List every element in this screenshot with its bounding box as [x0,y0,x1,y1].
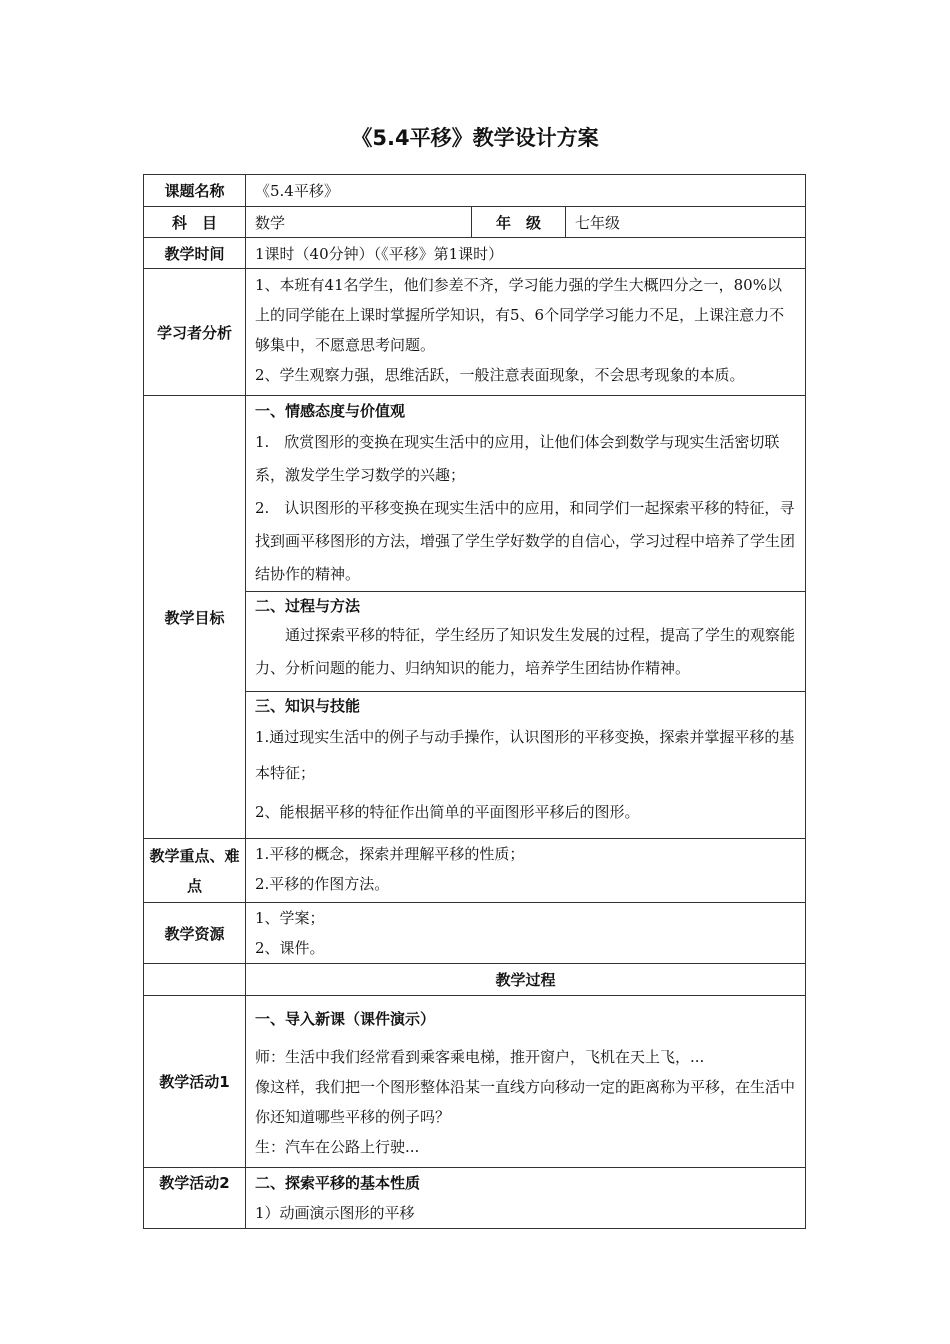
page-title: 《5.4平移》教学设计方案 [351,126,599,150]
row-activity-1 [144,996,806,1168]
goals-section-2 [246,592,806,692]
goals-section-1 [246,396,806,592]
activity-1-content [246,996,806,1168]
course-name-value: 《5.4平移》 [246,175,806,207]
learner-content [246,269,806,396]
learner-paragraph-2: 2、学生观察力强，思维活跃，一般注意表面现象，不会思考现象的本质。 [255,366,745,384]
activity-2-label: 教学活动2 [144,1168,246,1229]
goals-section-1-paragraph-1: 1. 欣赏图形的变换在现实生活中的应用，让他们体会到数学与现实生活密切联系，激发学生学习数学的兴趣； [255,433,780,484]
row-resources [144,903,806,964]
goals-section-2-paragraph-1: 通过探索平移的特征，学生经历了知识发生发展的过程，提高了学生的观察能力、分析问题的能力、归纳知识的能力，培养学生团结协作精神。 [255,626,796,677]
row-course-name [144,175,806,207]
activity-1-paragraph-2: 像这样，我们把一个图形整体沿某一直线方向移动一定的距离称为平移，在生活中你还知道哪些平移的例子吗？ [255,1078,796,1126]
row-goals-1 [144,396,806,592]
row-time [144,238,806,269]
goals-label: 教学目标 [144,396,246,839]
activity-1-paragraph-3: 生：汽车在公路上行驶... [255,1138,420,1156]
resources-label: 教学资源 [144,903,246,964]
activity-1-heading: 一、导入新课（课件演示） [255,1010,436,1028]
grade-label: 年 级 [472,207,566,238]
goals-section-3-heading: 三、知识与技能 [255,697,361,715]
course-name-label: 课题名称 [144,175,246,207]
activity-2-content [246,1168,806,1229]
key-points-paragraph-2: 2.平移的作图方法。 [255,875,390,893]
process-empty-cell [144,964,246,996]
subject-value: 数学 [246,207,472,238]
activity-1-label: 教学活动1 [144,996,246,1168]
row-subject [144,207,806,238]
learner-paragraph-1: 1、本班有41名学生，他们参差不齐，学习能力强的学生大概四分之一，80%以上的同学能在上课时掌握所学知识，有5、6个同学学习能力不足，上课注意力不够集中，不愿意思考问题。 [255,276,785,354]
row-activity-2 [144,1168,806,1229]
row-learner [144,269,806,396]
time-value: 1课时（40分钟）（《平移》第1课时） [246,238,806,269]
lesson-plan-table [143,174,806,1229]
key-points-content [246,839,806,903]
row-key-points [144,839,806,903]
process-heading: 教学过程 [246,964,806,996]
goals-section-1-paragraph-2: 2. 认识图形的平移变换在现实生活中的应用，和同学们一起探索平移的特征，寻找到画平移图形的方法，增强了学生学好数学的自信心，学习过程中培养了学生团结协作的精神。 [255,499,796,583]
activity-2-heading: 二、探索平移的基本性质 [255,1174,421,1192]
goals-section-1-heading: 一、情感态度与价值观 [255,402,406,420]
resources-paragraph-1: 1、学案； [255,909,325,927]
goals-section-3-paragraph-2: 2、能根据平移的特征作出简单的平面图形平移后的图形。 [255,803,640,821]
activity-1-paragraph-1: 师：生活中我们经常看到乘客乘电梯，推开窗户，飞机在天上飞，... [255,1048,705,1066]
resources-content [246,903,806,964]
goals-section-3-paragraph-1: 1.通过现实生活中的例子与动手操作，认识图形的平移变换，探索并掌握平移的基本特征； [255,728,795,782]
learner-label: 学习者分析 [144,269,246,396]
activity-2-paragraph-1: 1）动画演示图形的平移 [255,1204,415,1222]
key-points-paragraph-1: 1.平移的概念，探索并理解平移的性质； [255,845,525,863]
subject-label: 科 目 [144,207,246,238]
row-process [144,964,806,996]
time-label: 教学时间 [144,238,246,269]
goals-section-2-heading: 二、过程与方法 [255,597,361,615]
goals-section-3 [246,692,806,839]
grade-value: 七年级 [566,207,806,238]
resources-paragraph-2: 2、课件。 [255,939,325,957]
key-points-label: 教学重点、难点 [144,839,246,903]
